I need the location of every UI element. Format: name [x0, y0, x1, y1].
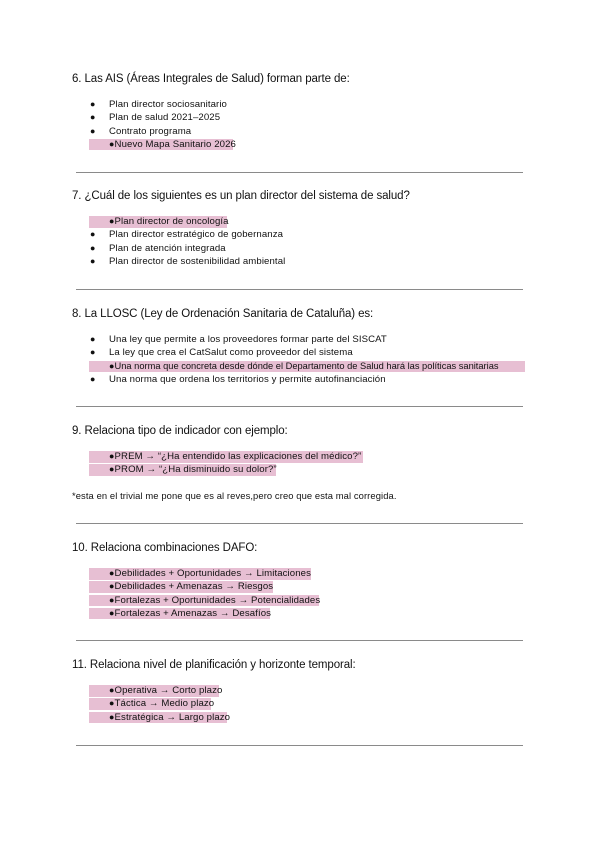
question-title: 11. Relaciona nivel de planificación y horizonte temporal:: [72, 659, 356, 671]
section-divider: [76, 289, 523, 290]
option-text: Plan director sociosanitario: [109, 99, 227, 110]
option-item: [90, 333, 499, 346]
bullet-icon: ●: [90, 229, 96, 240]
option-text: Una ley que permite a los proveedores formar parte del SISCAT: [109, 334, 387, 345]
option-item-highlighted: [90, 215, 285, 228]
option-text: Plan de atención integrada: [109, 242, 226, 254]
bullet-icon: ●: [90, 125, 96, 136]
option-item-highlighted: [90, 607, 320, 620]
bullet-icon: ●: [90, 112, 96, 123]
option-item: [90, 125, 236, 138]
bullet-icon: ●: [109, 451, 115, 461]
options-list: [90, 684, 230, 724]
option-text: Una norma que ordena los territorios y permite autofinanciación: [109, 373, 386, 385]
option-text: Fortalezas + Oportunidades → Potencialidades: [114, 594, 321, 606]
options-list: [90, 567, 320, 620]
option-text: Plan director estratégico de gobernanza: [109, 229, 284, 241]
question-6: [72, 72, 532, 150]
options-list: [90, 215, 285, 268]
option-text: Fortalezas + Amenazas → Desafíos: [114, 607, 272, 619]
section-divider: [76, 640, 523, 641]
option-item-highlighted: [90, 697, 230, 710]
question-11: [72, 658, 532, 723]
option-item-highlighted: [90, 138, 236, 151]
option-item: [90, 373, 499, 386]
option-item-highlighted: [90, 711, 230, 724]
option-item-highlighted: [90, 463, 361, 476]
options-list: [90, 450, 361, 477]
option-item: [90, 242, 285, 255]
note-text: *esta en el trivial me pone que es al reves,pero creo que esta mal corregida.: [72, 490, 397, 501]
bullet-icon: ●: [90, 347, 96, 358]
option-item: [90, 346, 499, 359]
bullet-icon: ●: [109, 594, 115, 605]
question-title: 6. Las AIS (Áreas Integrales de Salud) forman parte de:: [72, 73, 350, 85]
section-divider: [76, 523, 523, 524]
section-divider: [76, 172, 523, 173]
option-text: Estratégica → Largo plazo: [114, 711, 231, 723]
option-text: Contrato programa: [109, 125, 192, 137]
option-text: Plan de salud 2021–2025: [109, 112, 221, 124]
options-list: [90, 333, 499, 386]
bullet-icon: ●: [109, 711, 115, 722]
question-8: [72, 307, 532, 385]
option-text: Plan director de oncología: [114, 216, 229, 227]
option-text: Debilidades + Oportunidades → Limitaciones: [114, 568, 311, 579]
option-text: Plan director de sostenibilidad ambiental: [109, 255, 286, 267]
bullet-icon: ●: [109, 581, 115, 592]
bullet-icon: ●: [109, 607, 115, 618]
option-item-highlighted: [90, 580, 320, 593]
option-item: [90, 98, 236, 111]
bullet-icon: ●: [109, 698, 115, 709]
option-item-highlighted: [90, 450, 361, 463]
question-9: [72, 424, 532, 476]
question-7: [72, 189, 532, 267]
option-text: La ley que crea el CatSalut como proveedor del sistema: [109, 347, 353, 359]
option-text: Una norma que concreta desde dónde el Departamento de Salud hará las políticas sanitarias: [114, 360, 499, 371]
bullet-icon: ●: [90, 373, 96, 384]
options-list: [90, 98, 236, 151]
section-divider: [76, 406, 523, 407]
question-title: 7. ¿Cuál de los siguientes es un plan director del sistema de salud?: [72, 190, 410, 202]
option-text: PREM → “¿Ha entendido las explicaciones del médico?”: [114, 451, 362, 462]
bullet-icon: ●: [109, 138, 115, 149]
bullet-icon: ●: [90, 99, 96, 109]
option-item: [90, 228, 285, 241]
bullet-icon: ●: [109, 568, 115, 578]
bullet-icon: ●: [109, 464, 115, 475]
option-text: PROM → “¿Ha disminuido su dolor?”: [114, 464, 277, 476]
option-item-highlighted: [90, 360, 499, 373]
bullet-icon: ●: [109, 685, 115, 695]
option-item: [90, 255, 285, 268]
option-item-highlighted: [90, 567, 320, 580]
question-title: 9. Relaciona tipo de indicador con ejemplo:: [72, 425, 288, 437]
option-text: Debilidades + Amenazas → Riesgos: [114, 581, 274, 593]
bullet-icon: ●: [90, 255, 96, 266]
question-title: 10. Relaciona combinaciones DAFO:: [72, 542, 258, 554]
bullet-icon: ●: [90, 242, 96, 253]
bullet-icon: ●: [90, 334, 96, 344]
option-text: Nuevo Mapa Sanitario 2026: [114, 138, 236, 150]
option-item: [90, 111, 236, 124]
option-item-highlighted: [90, 594, 320, 607]
option-text: Operativa → Corto plazo: [114, 685, 223, 696]
question-title: 8. La LLOSC (Ley de Ordenación Sanitaria de Cataluña) es:: [72, 308, 374, 320]
bullet-icon: ●: [109, 360, 115, 371]
section-divider: [76, 745, 523, 746]
option-text: Táctica → Medio plazo: [114, 698, 215, 710]
option-item-highlighted: [90, 684, 230, 697]
bullet-icon: ●: [109, 216, 115, 226]
question-10: [72, 541, 532, 619]
